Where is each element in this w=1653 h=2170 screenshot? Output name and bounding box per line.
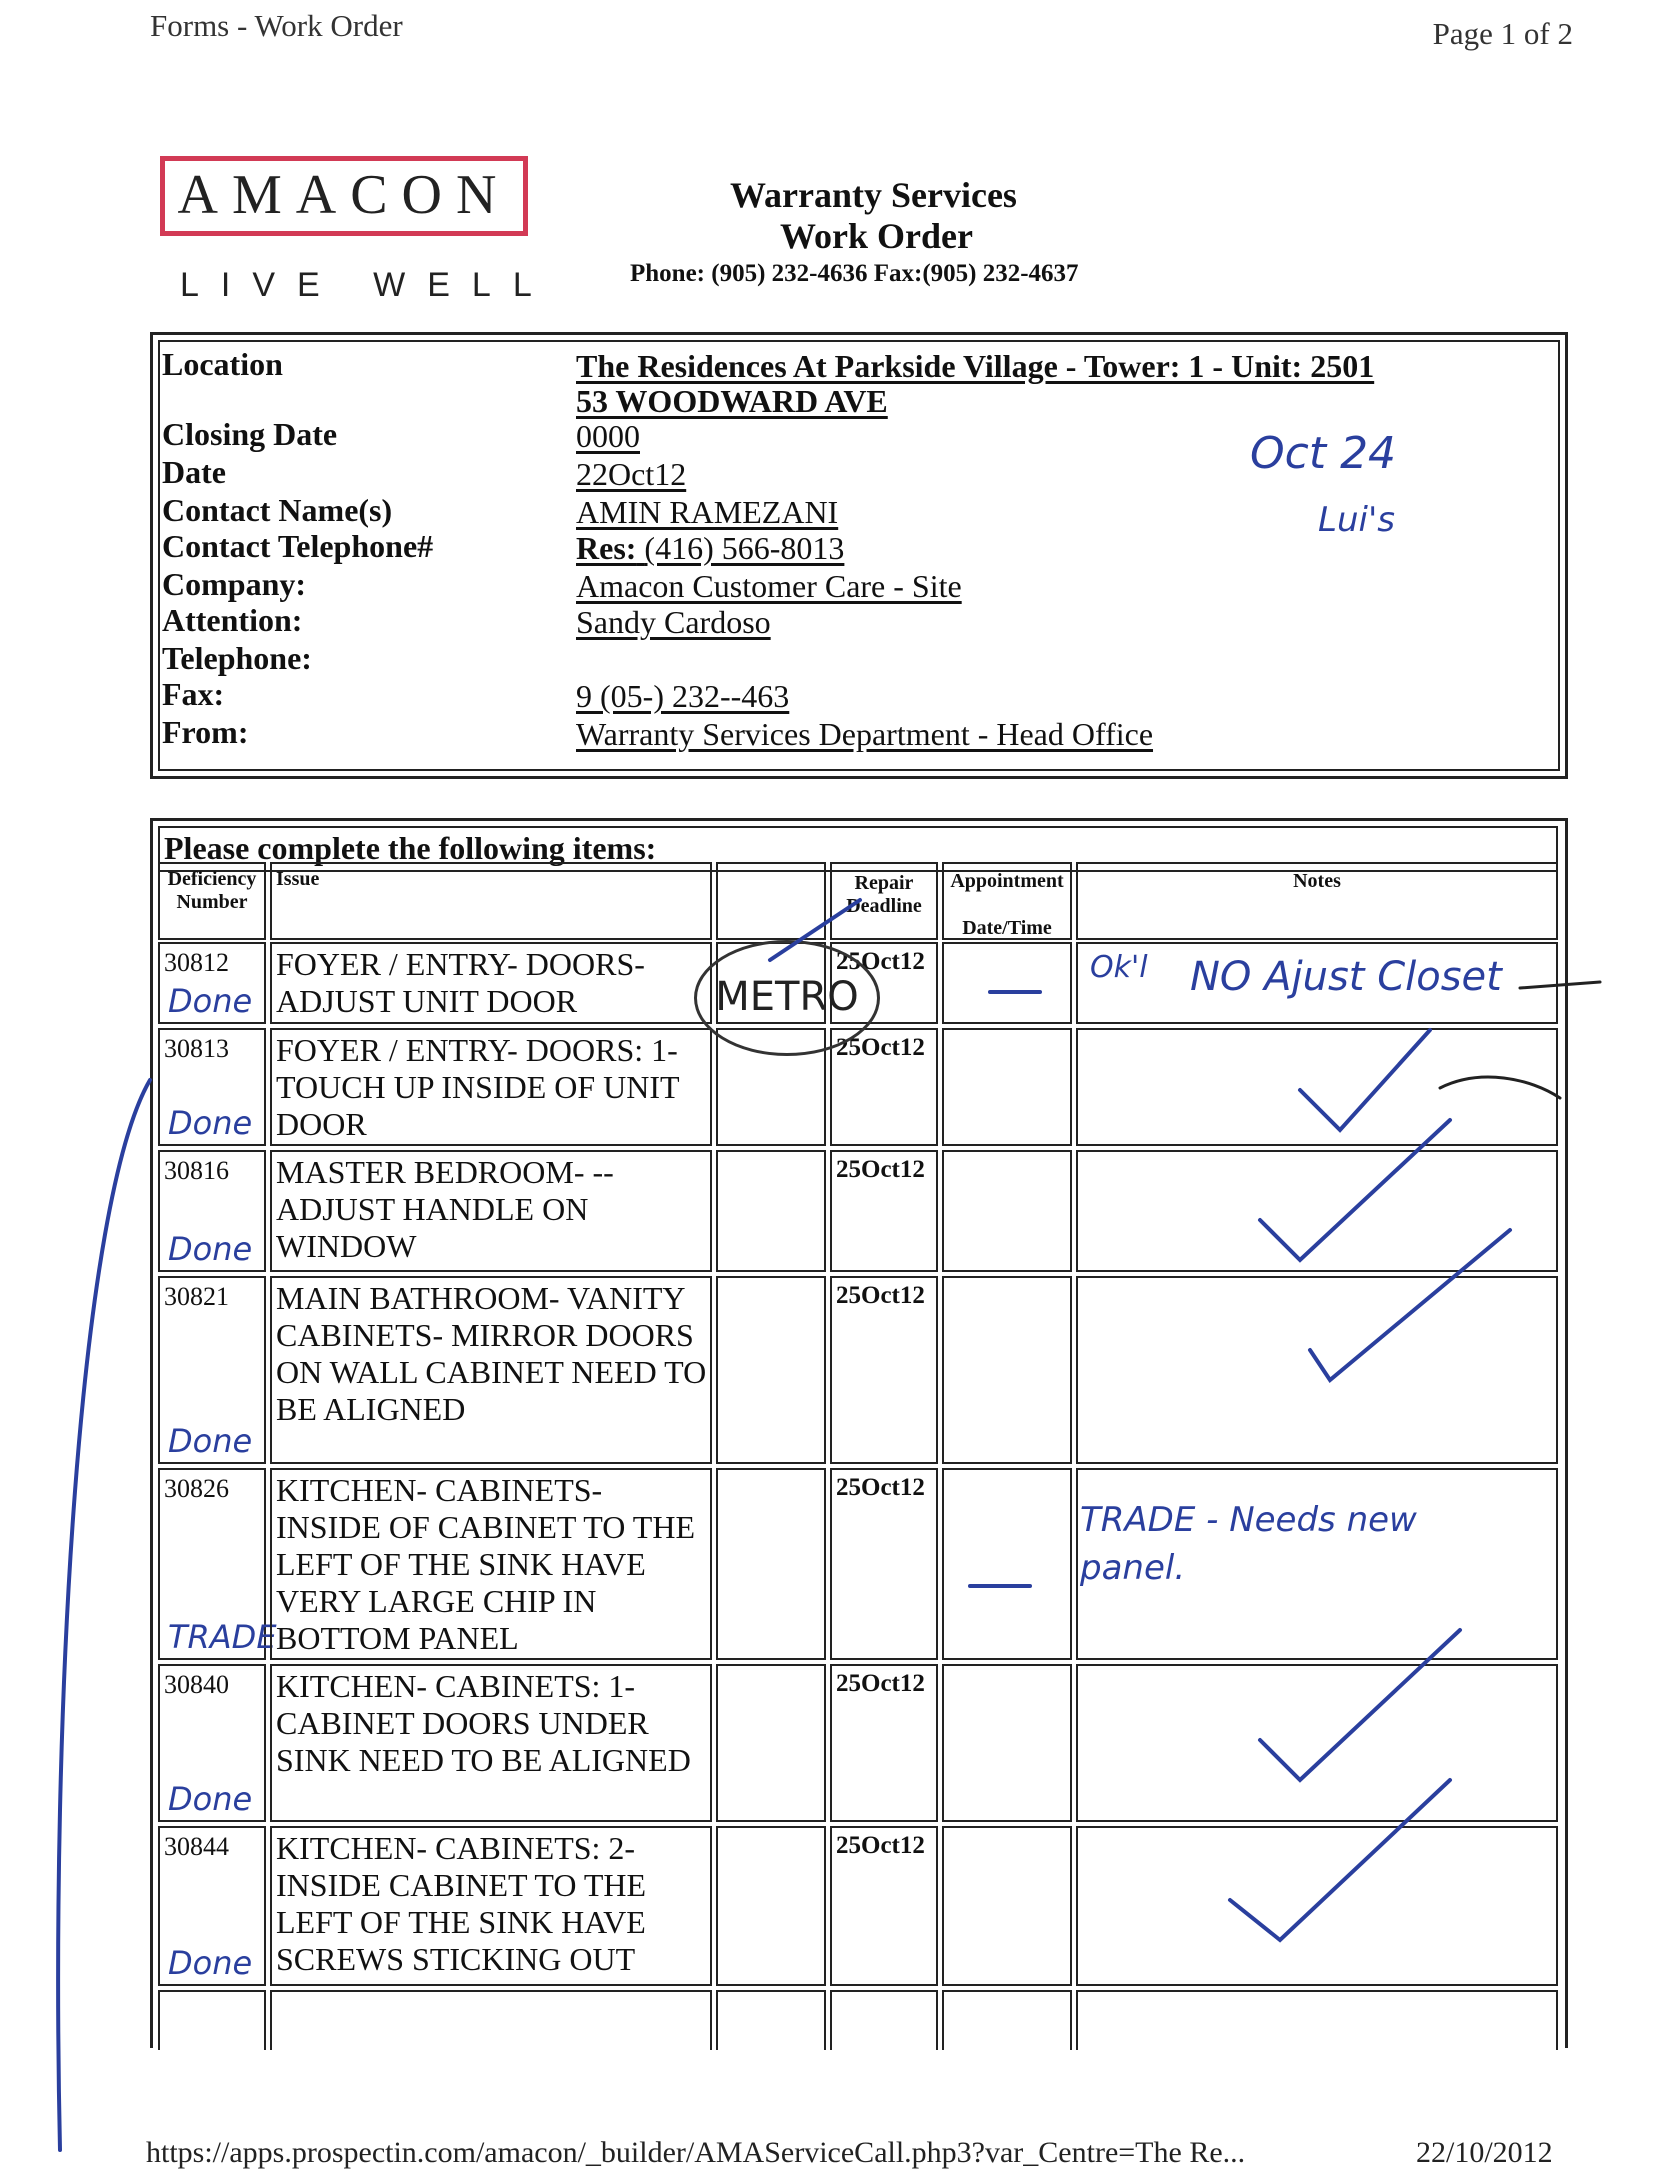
closing-date-label: Closing Date (162, 416, 338, 452)
attention-value: Sandy Cardoso (576, 604, 771, 640)
address-value: 53 WOODWARD AVE (576, 383, 888, 419)
checkmark-icon (1300, 1030, 1430, 1130)
amacon-logo: AMACON (160, 156, 528, 236)
handwritten-status: Done (168, 1422, 253, 1460)
company-value: Amacon Customer Care - Site (576, 568, 962, 604)
pen-stroke (1520, 982, 1600, 988)
company-label: Company: (162, 566, 307, 602)
fax-label: Fax: (162, 676, 225, 712)
margin-line (58, 1080, 150, 2150)
col-issue: Issue (270, 862, 712, 940)
handwritten-no-adjust-note: NO Ajust Closet (1190, 954, 1502, 1000)
document-subtitle: Work Order (780, 216, 973, 256)
deficiency-number: 30844 (164, 1832, 229, 1861)
deficiency-number: 30826 (164, 1474, 229, 1503)
repair-deadline-cell: 25Oct12 (830, 1150, 938, 1272)
issue-cell: KITCHEN- CABINETS: 1- CABINET DOORS UNDER SINK NEED TO BE ALIGNED (270, 1664, 712, 1822)
footer-date: 22/10/2012 (1416, 2136, 1553, 2169)
issue-cell: FOYER / ENTRY- DOORS- ADJUST UNIT DOOR (270, 942, 712, 1024)
items-heading: Please complete the following items: (158, 826, 1558, 872)
handwritten-status: TRADE (168, 1618, 277, 1656)
repair-deadline-cell: 25Oct12 (830, 1276, 938, 1464)
deficiency-number: 30812 (164, 948, 229, 977)
repair-deadline-cell: 25Oct12 (830, 942, 938, 1024)
footer-url: https://apps.prospectin.com/amacon/_builder/AMAServiceCall.php3?var_Centre=The Re... (146, 2136, 1246, 2169)
checkmark-icon (1260, 1120, 1450, 1260)
res-prefix: Res: (576, 530, 637, 566)
handwritten-status: Done (168, 982, 253, 1020)
from-value: Warranty Services Department - Head Office (576, 716, 1154, 752)
deficiency-number: 30840 (164, 1670, 229, 1699)
col-notes: Notes (1076, 862, 1558, 940)
fax-value: 9 (05-) 232--463 (576, 678, 790, 714)
handwritten-status: Done (168, 1230, 253, 1268)
issue-cell: MASTER BEDROOM- -- ADJUST HANDLE ON WINDOW (270, 1150, 712, 1272)
contact-phone-fax: Phone: (905) 232-4636 Fax:(905) 232-4637 (630, 260, 1079, 287)
handwritten-date-note: Oct 24 (1250, 428, 1397, 479)
checkmark-icon (1310, 1230, 1510, 1380)
col-repair-deadline: Repair Deadline (830, 862, 938, 940)
issue-cell: KITCHEN- CABINETS- INSIDE OF CABINET TO THE LEFT OF THE SINK HAVE VERY LARGE CHIP IN BOTTOM PANEL (270, 1468, 712, 1660)
attention-label: Attention: (162, 602, 303, 638)
metro-tick (770, 900, 860, 960)
location-label: Location (162, 346, 283, 382)
document-title: Warranty Services (730, 175, 1017, 215)
contact-name-value: AMIN RAMEZANI (576, 494, 839, 530)
handwritten-status: Done (168, 1104, 253, 1142)
date-label: Date (162, 454, 226, 490)
handwritten-status: Done (168, 1944, 253, 1982)
col-deficiency-number: Deficiency Number (158, 862, 266, 940)
handwritten-name-note: Lui's (1318, 500, 1395, 540)
checkmark-icon (1230, 1780, 1450, 1940)
contact-telephone-label: Contact Telephone# (162, 528, 434, 564)
issue-cell: KITCHEN- CABINETS: 2- INSIDE CABINET TO THE LEFT OF THE SINK HAVE SCREWS STICKING OUT (270, 1826, 712, 1986)
telephone-label: Telephone: (162, 640, 312, 676)
handwritten-status: Done (168, 1780, 253, 1818)
handwritten-ok-note: Ok'l (1090, 950, 1148, 985)
repair-deadline-cell: 25Oct12 (830, 1664, 938, 1822)
location-value: The Residences At Parkside Village - Tower: 1 - Unit: 2501 (576, 348, 1375, 384)
deficiency-number: 30821 (164, 1282, 229, 1311)
handwritten-metro-circle: METRO (694, 940, 880, 1056)
contact-name-label: Contact Name(s) (162, 492, 393, 528)
res-phone: (416) 566-8013 (644, 530, 845, 566)
closing-date-value: 0000 (576, 418, 640, 454)
repair-deadline-cell: 25Oct12 (830, 1826, 938, 1986)
issue-cell: MAIN BATHROOM- VANITY CABINETS- MIRROR DOORS ON WALL CABINET NEED TO BE ALIGNED (270, 1276, 712, 1464)
logo-tagline: LIVE WELL (180, 266, 554, 304)
deficiency-number: 30816 (164, 1156, 229, 1185)
col-appointment-label: Appointment (950, 870, 1064, 892)
repair-deadline-cell: 25Oct12 (830, 1468, 938, 1660)
pen-stroke (1440, 1077, 1560, 1098)
page-header-title: Forms - Work Order (150, 8, 403, 43)
checkmark-icon (1260, 1630, 1460, 1780)
deficiency-number: 30813 (164, 1034, 229, 1063)
issue-cell: FOYER / ENTRY- DOORS: 1- TOUCH UP INSIDE OF UNIT DOOR (270, 1028, 712, 1146)
from-label: From: (162, 714, 249, 750)
date-value: 22Oct12 (576, 456, 687, 492)
col-appointment-datetime: Date/Time (962, 917, 1052, 939)
repair-deadline-cell: 25Oct12 (830, 1028, 938, 1146)
page-number: Page 1 of 2 (1432, 16, 1573, 51)
handwritten-trade-note: TRADE - Needs new panel. (1080, 1500, 1417, 1588)
